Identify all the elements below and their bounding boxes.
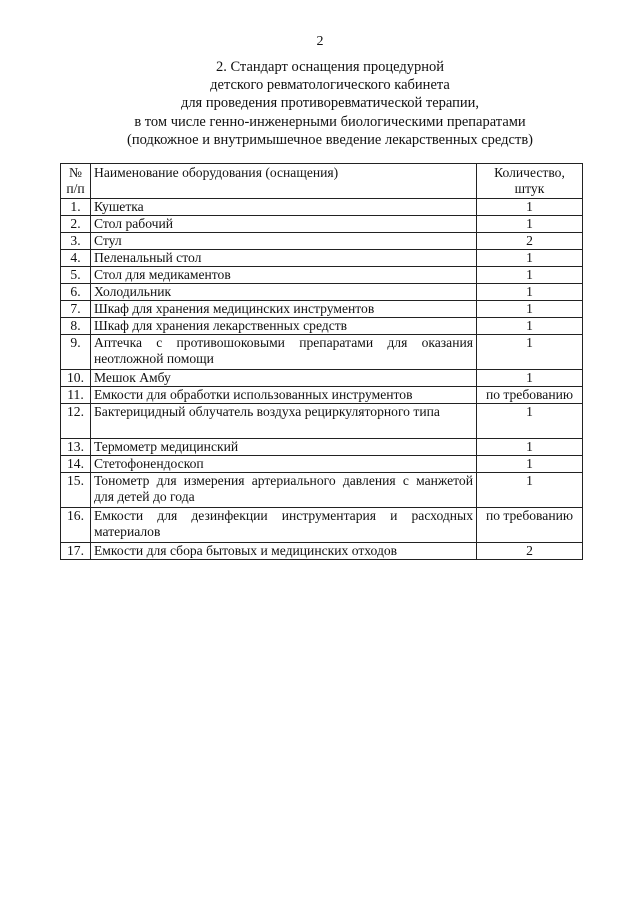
page-number: 2	[316, 34, 324, 49]
row-number: 7.	[61, 301, 91, 318]
row-number: 15.	[61, 473, 91, 508]
heading-line: (подкожное и внутримышечное введение лекарственных средств)	[126, 131, 533, 148]
equipment-name: Стол рабочий	[91, 216, 477, 233]
row-number: 16.	[61, 508, 91, 543]
header-text: Количество,	[494, 165, 565, 180]
header-text: штук	[514, 181, 545, 196]
table-row	[61, 370, 583, 387]
table-row	[61, 335, 583, 370]
row-number: 3.	[61, 233, 91, 250]
row-number: 4.	[61, 250, 91, 267]
row-number: 9.	[61, 335, 91, 370]
row-number: 2.	[61, 216, 91, 233]
table-row	[61, 508, 583, 543]
equipment-name: Стул	[91, 233, 477, 250]
equipment-name-text: Емкости для дезинфекции инструментария и расходных материалов	[94, 508, 473, 539]
equipment-name-text: Аптечка с противошоковыми препаратами для оказания неотложной помощи	[94, 335, 473, 366]
table-header-row	[61, 164, 583, 199]
table-row	[61, 250, 583, 267]
equipment-name: Пеленальный стол	[91, 250, 477, 267]
column-header-number	[61, 164, 91, 199]
row-number: 8.	[61, 318, 91, 335]
equipment-name: Емкости для обработки использованных инструментов	[91, 387, 477, 404]
table-row	[61, 267, 583, 284]
equipment-quantity: 1	[477, 216, 583, 233]
equipment-name: Холодильник	[91, 284, 477, 301]
table-row	[61, 456, 583, 473]
equipment-name: Термометр медицинский	[91, 439, 477, 456]
table-row	[61, 543, 583, 560]
equipment-quantity: 1	[477, 404, 583, 439]
equipment-name: Кушетка	[91, 199, 477, 216]
header-text: №	[69, 165, 82, 180]
table-row	[61, 387, 583, 404]
table-row	[61, 439, 583, 456]
row-number: 10.	[61, 370, 91, 387]
column-header-name: Наименование оборудования (оснащения)	[91, 164, 477, 199]
equipment-name: Емкости для сбора бытовых и медицинских отходов	[91, 543, 477, 560]
equipment-name	[91, 404, 477, 439]
heading-line: в том числе генно-инженерными биологическими препаратами	[134, 113, 526, 130]
equipment-quantity: 1	[477, 335, 583, 370]
equipment-name: Стол для медикаментов	[91, 267, 477, 284]
equipment-name-text: Бактерицидный облучатель воздуха рециркуляторного типа	[94, 404, 440, 419]
equipment-quantity: 2	[477, 233, 583, 250]
table-row	[61, 233, 583, 250]
row-number: 1.	[61, 199, 91, 216]
equipment-name: Стетофонендоскоп	[91, 456, 477, 473]
table-row	[61, 301, 583, 318]
equipment-quantity: 1	[477, 456, 583, 473]
row-number: 12.	[61, 404, 91, 439]
equipment-quantity: по требованию	[477, 508, 583, 543]
table-row	[61, 284, 583, 301]
document-heading	[60, 58, 600, 149]
equipment-quantity: 2	[477, 543, 583, 560]
table-row	[61, 216, 583, 233]
row-number: 13.	[61, 439, 91, 456]
table-row	[61, 199, 583, 216]
equipment-quantity: 1	[477, 301, 583, 318]
equipment-name-text: Тонометр для измерения артериального давления с манжетой для детей до года	[94, 473, 473, 504]
column-header-quantity	[477, 164, 583, 199]
equipment-table	[60, 163, 583, 560]
equipment-name: Шкаф для хранения медицинских инструментов	[91, 301, 477, 318]
table-row	[61, 473, 583, 508]
row-number: 6.	[61, 284, 91, 301]
heading-line: для проведения противоревматической терапии,	[180, 95, 480, 112]
row-number: 11.	[61, 387, 91, 404]
equipment-quantity: 1	[477, 250, 583, 267]
equipment-quantity: 1	[477, 473, 583, 508]
equipment-name	[91, 473, 477, 508]
heading-line: детского ревматологического кабинета	[210, 77, 450, 94]
table-row	[61, 404, 583, 439]
equipment-name: Мешок Амбу	[91, 370, 477, 387]
table-row	[61, 318, 583, 335]
header-text: п/п	[66, 181, 85, 196]
equipment-quantity: 1	[477, 199, 583, 216]
equipment-name: Шкаф для хранения лекарственных средств	[91, 318, 477, 335]
equipment-quantity: 1	[477, 284, 583, 301]
row-number: 14.	[61, 456, 91, 473]
row-number: 5.	[61, 267, 91, 284]
equipment-name	[91, 335, 477, 370]
equipment-name	[91, 508, 477, 543]
equipment-quantity: по требованию	[477, 387, 583, 404]
equipment-quantity: 1	[477, 267, 583, 284]
equipment-quantity: 1	[477, 318, 583, 335]
heading-line: 2. Стандарт оснащения процедурной	[215, 59, 445, 75]
equipment-quantity: 1	[477, 439, 583, 456]
row-number: 17.	[61, 543, 91, 560]
equipment-quantity: 1	[477, 370, 583, 387]
